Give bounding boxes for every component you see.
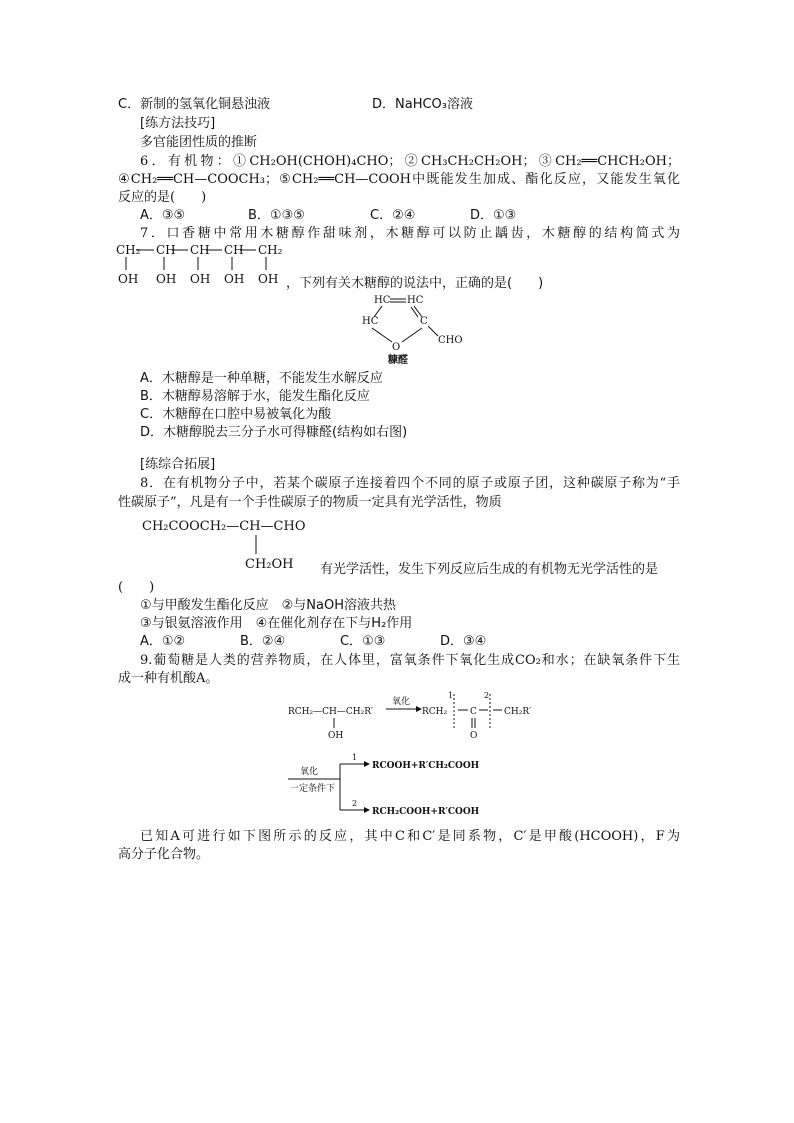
chiral-compound-structure bbox=[142, 516, 322, 572]
xylitol-c1: CH₂ bbox=[116, 243, 141, 257]
xylitol-oh1: OH bbox=[118, 272, 139, 286]
q7-option-d: D．木糖醇脱去三分子水可得糠醛(结构如右图) bbox=[140, 425, 408, 440]
furfural-cho: CHO bbox=[438, 335, 463, 346]
xylitol-oh2: OH bbox=[156, 272, 177, 286]
xylitol-oh3: OH bbox=[190, 272, 211, 286]
q8-condition-1-2: ①与甲酸发生酯化反应 ②与NaOH溶液共热 bbox=[140, 598, 397, 613]
furfural-hc2: HC bbox=[407, 295, 424, 306]
q5-option-d: D．NaHCO₃溶液 bbox=[372, 97, 473, 112]
bond-right-o bbox=[402, 328, 422, 342]
chiral-main-chain: CH₂COOCH₂—CH—CHO bbox=[142, 519, 306, 534]
q6-line1: 6．有机物：①CH₂OH(CHOH)₄CHO；②CH₃CH₂CH₂OH；③CH₂══CHCH₂OH； bbox=[140, 154, 680, 169]
q8-option-c: C．①③ bbox=[340, 634, 386, 649]
q6-option-c: C．②④ bbox=[370, 208, 416, 223]
scheme-path2-label: 2 bbox=[352, 799, 358, 808]
furfural-o: O bbox=[392, 342, 401, 353]
scheme-reactant-oh: OH bbox=[328, 731, 344, 741]
xylitol-oh4: OH bbox=[224, 272, 245, 286]
scheme-reactant: RCH₂—CH—CH₂R′ bbox=[288, 707, 374, 717]
q8-option-d: D．③④ bbox=[440, 634, 487, 649]
q6-option-b: B．①③⑤ bbox=[248, 208, 305, 223]
q7-option-c: C．木糖醇在口腔中易被氧化为酸 bbox=[140, 407, 332, 422]
section-method-title: [练方法技巧] bbox=[140, 116, 216, 131]
scheme-prod-c: C bbox=[470, 707, 477, 717]
q9-tail1: 已知A可进行如下图所示的反应，其中C和C′是同系物，C′是甲酸(HCOOH)，F为 bbox=[140, 829, 680, 844]
scheme-output2: RCH₂COOH+R′COOH bbox=[372, 807, 480, 817]
q6-option-d: D．①③ bbox=[470, 208, 517, 223]
bond-left-o bbox=[372, 328, 392, 342]
q9-tail2: 高分子化合物。 bbox=[118, 847, 210, 862]
q6-line3: 反应的是( ) bbox=[118, 190, 207, 205]
xylitol-c2: CH bbox=[156, 243, 176, 257]
scheme-prod-right: CH₂R′ bbox=[504, 707, 532, 717]
scheme-output1: RCOOH+R′CH₂COOH bbox=[372, 761, 480, 771]
q5-option-c: C．新制的氢氧化铜悬浊液 bbox=[118, 97, 271, 112]
q7-option-a: A．木糖醇是一种单糖，不能发生水解反应 bbox=[140, 371, 383, 386]
scheme-prod-o: O bbox=[470, 731, 478, 741]
scheme-path1-label: 1 bbox=[352, 753, 358, 762]
q6-line2: ④CH₂══CH—COOCH₃；⑤CH₂══CH—COOH中既能发生加成、酯化反应，又能发生氧化 bbox=[118, 172, 680, 187]
bond-c-cho bbox=[428, 326, 438, 336]
q7-question: ，下列有关木糖醇的说法中，正确的是( ) bbox=[286, 276, 544, 291]
xylitol-c5: CH₂ bbox=[258, 243, 283, 257]
furfural-structure bbox=[356, 290, 476, 366]
q6-option-a: A．③⑤ bbox=[140, 208, 186, 223]
xylitol-c4: CH bbox=[224, 243, 244, 257]
q8-line1: 8．在有机物分子中，若某个碳原子连接着四个不同的原子或原子团，这种碳原子称为“手 bbox=[140, 476, 680, 491]
furfural-hc1: HC bbox=[374, 295, 391, 306]
oxidation-scheme-step2 bbox=[288, 750, 518, 822]
furfural-c: C bbox=[420, 316, 428, 327]
q7-intro: 7．口香糖中常用木糖醇作甜味剂，木糖醇可以防止龋齿，木糖醇的结构简式为 bbox=[140, 226, 680, 241]
oxidation-scheme-step1 bbox=[288, 690, 548, 740]
xylitol-c3: CH bbox=[190, 243, 210, 257]
q8-option-a: A．①② bbox=[140, 634, 186, 649]
q8-paren: ( ) bbox=[118, 580, 155, 595]
furfural-hc3: HC bbox=[362, 316, 379, 327]
q8-line2: 性碳原子”，凡是有一个手性碳原子的物质一定具有光学活性，物质 bbox=[118, 495, 502, 510]
q8-tail: 有光学活性，发生下列反应后生成的有机物无光学活性的是 bbox=[320, 562, 659, 577]
q9-line2: 成一种有机酸A。 bbox=[118, 671, 219, 686]
scheme-cut1-label: 1 bbox=[448, 691, 454, 700]
section-comprehensive-title: [练综合拓展] bbox=[140, 457, 216, 472]
q7-option-b: B．木糖醇易溶解于水，能发生酯化反应 bbox=[140, 389, 370, 404]
scheme-arrow1-label: 氧化 bbox=[392, 697, 411, 707]
q9-line1: 9.葡萄糖是人类的营养物质，在人体里，富氧条件下氧化生成CO₂和水；在缺氧条件下生 bbox=[140, 653, 680, 668]
q8-option-b: B．②④ bbox=[240, 634, 286, 649]
scheme-arrow2-bottom: 一定条件下 bbox=[290, 784, 336, 794]
scheme-arrow2-top: 氧化 bbox=[300, 767, 319, 777]
furfural-name: 糠醛 bbox=[388, 355, 408, 366]
chiral-branch: CH₂OH bbox=[245, 557, 294, 572]
xylitol-structure bbox=[116, 240, 286, 290]
xylitol-oh5: OH bbox=[258, 272, 279, 286]
q8-condition-3-4: ③与银氨溶液作用 ④在催化剂存在下与H₂作用 bbox=[140, 616, 413, 631]
scheme-prod-left: RCH₂ bbox=[422, 707, 448, 717]
section-method-subtitle: 多官能团性质的推断 bbox=[140, 135, 258, 150]
scheme-cut2-label: 2 bbox=[484, 691, 490, 700]
